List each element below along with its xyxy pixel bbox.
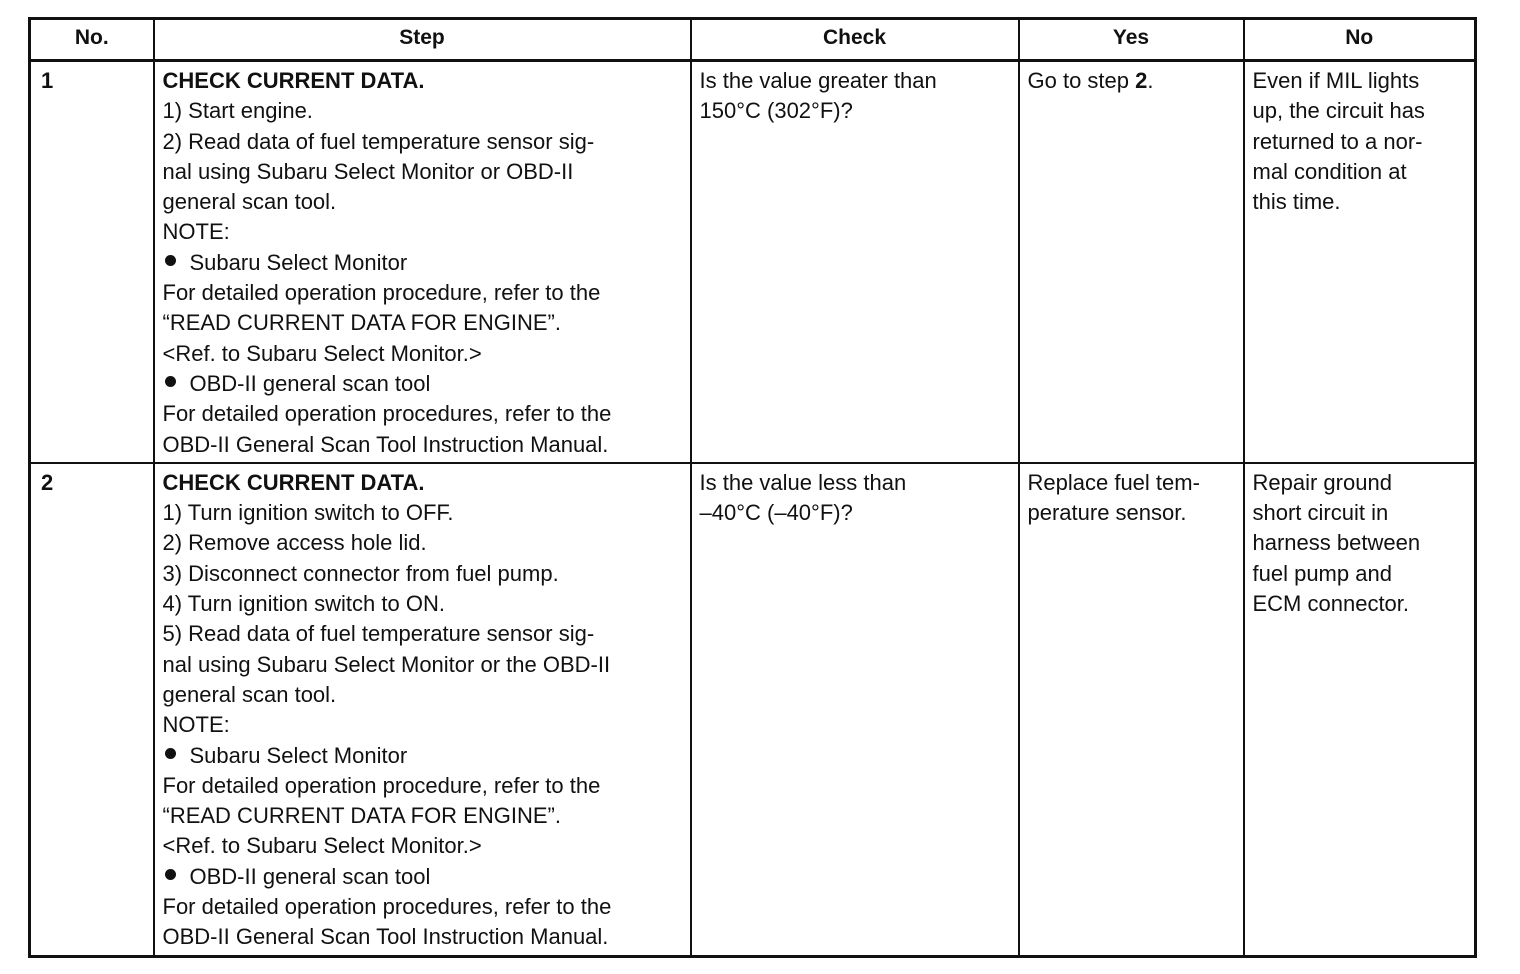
no-line: fuel pump and bbox=[1252, 560, 1392, 586]
step-line: “READ CURRENT DATA FOR ENGINE”. bbox=[162, 310, 561, 336]
step-line: For detailed operation procedures, refer to the bbox=[162, 401, 612, 427]
bullet-item bbox=[163, 741, 684, 771]
step-line: OBD-II General Scan Tool Instruction Manual. bbox=[162, 924, 609, 950]
step-line: 3) Disconnect connector from fuel pump. bbox=[162, 560, 559, 586]
bullet-text: OBD-II general scan tool bbox=[189, 863, 431, 889]
no-line: harness between bbox=[1252, 530, 1421, 556]
step-title: CHECK CURRENT DATA. bbox=[162, 469, 425, 495]
yes-suffix: . bbox=[1147, 68, 1154, 93]
table-row bbox=[30, 61, 1476, 463]
step-cell bbox=[154, 463, 691, 956]
no-line: up, the circuit has bbox=[1252, 98, 1425, 124]
header-no: No. bbox=[30, 19, 154, 61]
check-line: –40°C (–40°F)? bbox=[699, 500, 853, 526]
step-line: 5) Read data of fuel temperature sensor sig- bbox=[162, 621, 595, 647]
step-line: general scan tool. bbox=[162, 189, 337, 215]
step-line: 4) Turn ignition switch to ON. bbox=[162, 591, 445, 617]
yes-prefix: Go to step bbox=[1027, 68, 1136, 93]
step-line: For detailed operation procedure, refer to the bbox=[162, 772, 601, 798]
step-line: nal using Subaru Select Monitor or OBD-II bbox=[162, 158, 574, 184]
no-line: short circuit in bbox=[1252, 500, 1389, 526]
check-line: Is the value less than bbox=[699, 469, 907, 495]
bullet-item bbox=[163, 369, 684, 399]
no-line: returned to a nor- bbox=[1252, 128, 1423, 154]
no-cell bbox=[1244, 61, 1476, 463]
table-header bbox=[30, 19, 1476, 61]
step-line: general scan tool. bbox=[162, 681, 337, 707]
header-yes: Yes bbox=[1019, 19, 1244, 61]
header-no-result: No bbox=[1244, 19, 1476, 61]
step-line: OBD-II General Scan Tool Instruction Manual. bbox=[162, 431, 609, 457]
step-line: For detailed operation procedure, refer to the bbox=[162, 280, 601, 306]
check-cell bbox=[691, 463, 1019, 956]
no-line: Repair ground bbox=[1252, 469, 1392, 495]
yes-step-number: 2 bbox=[1135, 68, 1148, 93]
header-row bbox=[30, 19, 1476, 61]
step-line: 2) Read data of fuel temperature sensor sig- bbox=[162, 128, 595, 154]
header-step: Step bbox=[154, 19, 691, 61]
bullet-text: OBD-II general scan tool bbox=[189, 370, 431, 396]
yes-line bbox=[1028, 66, 1237, 96]
yes-line: perature sensor. bbox=[1027, 500, 1187, 526]
step-line: nal using Subaru Select Monitor or the OBD-II bbox=[162, 651, 611, 677]
step-title: CHECK CURRENT DATA. bbox=[162, 68, 425, 93]
step-line: NOTE: bbox=[162, 712, 230, 738]
check-line: Is the value greater than bbox=[699, 68, 937, 93]
check-line: 150°C (302°F)? bbox=[699, 98, 853, 124]
header-check: Check bbox=[691, 19, 1019, 61]
step-cell bbox=[154, 61, 691, 463]
check-cell bbox=[691, 61, 1019, 463]
bullet-item bbox=[163, 862, 684, 892]
step-line: 1) Start engine. bbox=[162, 98, 313, 124]
table-body bbox=[30, 61, 1476, 957]
bullet-text: Subaru Select Monitor bbox=[189, 249, 408, 275]
no-line: Even if MIL lights bbox=[1252, 68, 1420, 93]
step-line: For detailed operation procedures, refer to the bbox=[162, 894, 612, 920]
no-line: mal condition at bbox=[1252, 158, 1407, 184]
no-line: this time. bbox=[1252, 189, 1341, 215]
yes-line: Replace fuel tem- bbox=[1027, 469, 1200, 495]
table-row bbox=[30, 463, 1476, 956]
yes-cell bbox=[1019, 61, 1244, 463]
yes-cell bbox=[1019, 463, 1244, 956]
step-line: NOTE: bbox=[162, 219, 230, 245]
diagnosis-table bbox=[28, 17, 1477, 958]
step-line: 1) Turn ignition switch to OFF. bbox=[162, 500, 454, 526]
step-line: 2) Remove access hole lid. bbox=[162, 530, 427, 556]
bullet-text: Subaru Select Monitor bbox=[189, 742, 408, 768]
step-line: “READ CURRENT DATA FOR ENGINE”. bbox=[162, 803, 561, 829]
step-line: <Ref. to Subaru Select Monitor.> bbox=[162, 340, 482, 366]
bullet-item bbox=[163, 248, 684, 278]
no-line: ECM connector. bbox=[1252, 591, 1410, 617]
no-cell bbox=[1244, 463, 1476, 956]
row-number: 2 bbox=[30, 463, 154, 956]
row-number: 1 bbox=[30, 61, 154, 463]
step-line: <Ref. to Subaru Select Monitor.> bbox=[162, 833, 482, 859]
